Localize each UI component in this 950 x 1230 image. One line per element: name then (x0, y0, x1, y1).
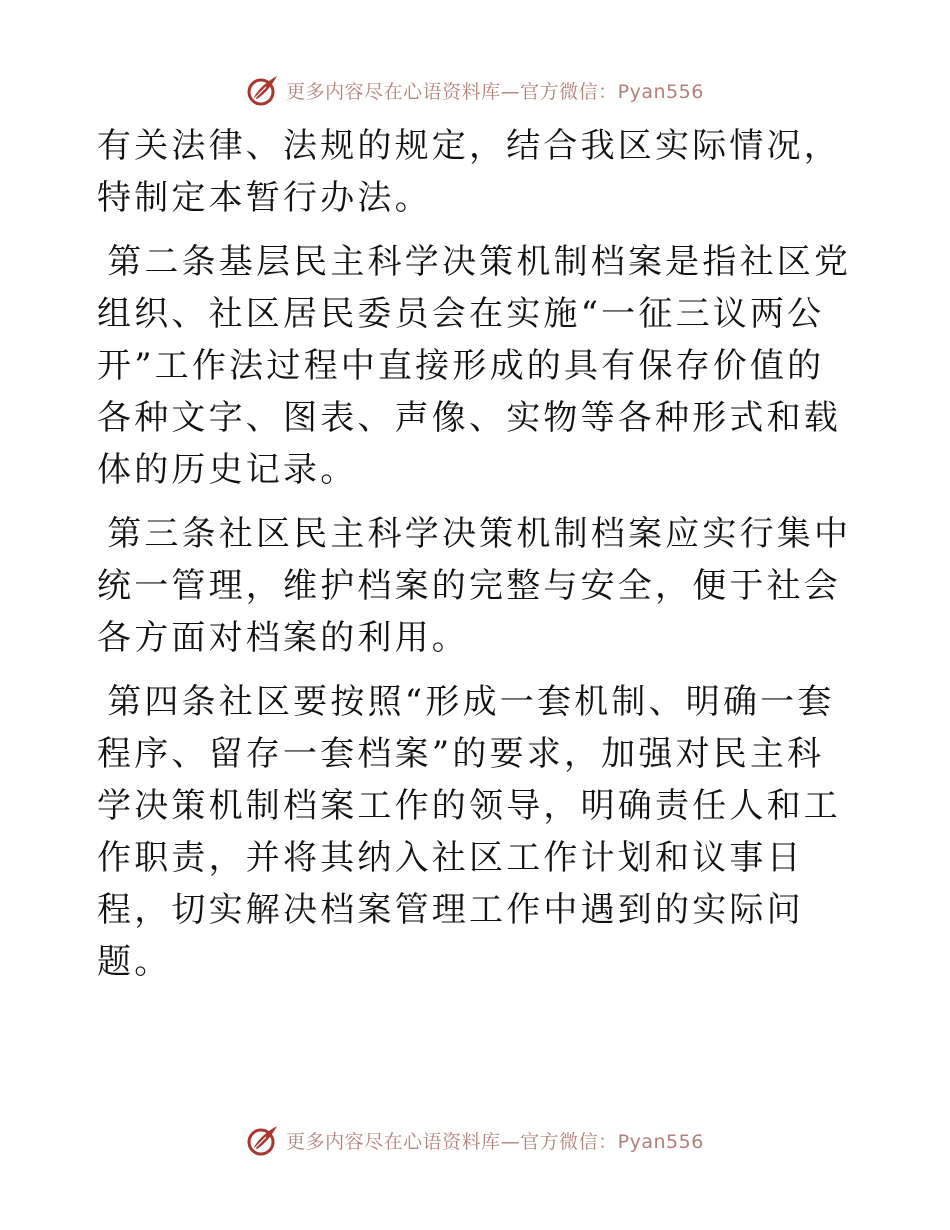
header-watermark (0, 70, 950, 110)
document-body (97, 120, 857, 1000)
paragraph-article-2: 第二条基层民主科学决策机制档案是指社区党组织、社区居民委员会在实施“一征三议两公开”工作法过程中直接形成的具有保存价值的各种文字、图表、声像、实物等各种形式和载体的历史记录。 (97, 242, 852, 490)
footer-watermark (0, 1120, 950, 1160)
paragraph-article-4: 第四条社区要按照“形成一套机制、明确一套程序、留存一套档案”的要求，加强对民主科学决策机制档案工作的领导，明确责任人和工作职责，并将其纳入社区工作计划和议事日程，切实解决档案管理工作中遇到的实际问题。 (97, 682, 841, 982)
paragraph-article-3: 第三条社区民主科学决策机制档案应实行集中统一管理，维护档案的完整与安全，便于社会各方面对档案的利用。 (97, 514, 852, 658)
feather-pen-logo-icon (246, 1123, 280, 1157)
paragraph-1: 有关法律、法规的规定，结合我区实际情况，特制定本暂行办法。 (97, 126, 841, 218)
watermark-text: 更多内容尽在心语资料库—官方微信：Pyan556 (286, 80, 704, 103)
feather-pen-logo-icon (246, 73, 280, 107)
watermark-text: 更多内容尽在心语资料库—官方微信：Pyan556 (286, 1130, 704, 1153)
